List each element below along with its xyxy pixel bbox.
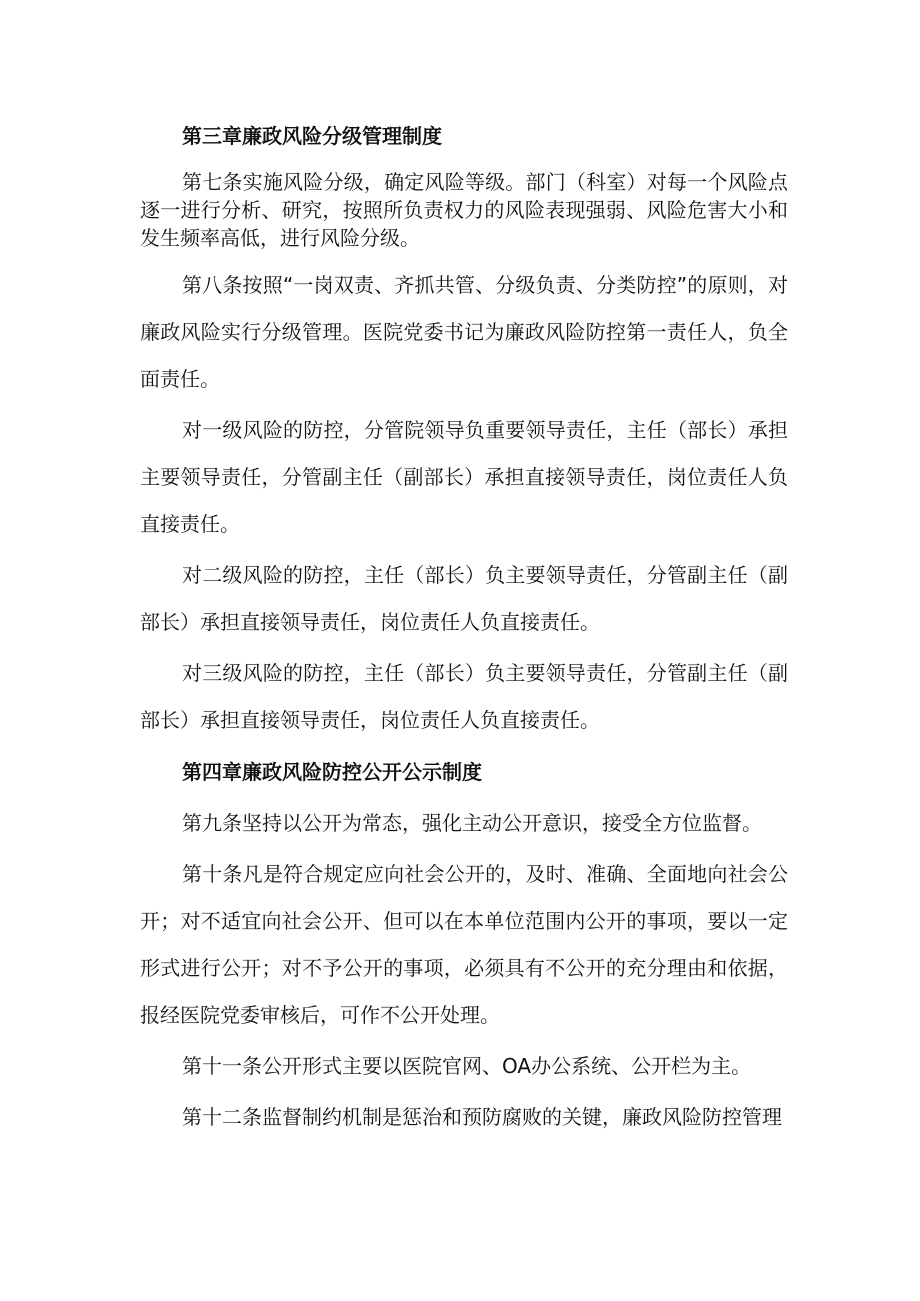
document-body [140,112,788,1145]
level-2-risk-paragraph: 对二级风险的防控，主任（部长）负主要领导责任，分管副主任（副部长）承担直接领导责任，岗位责任人负直接责任。 [140,563,788,634]
article-7-paragraph: 第七条实施风险分级，确定风险等级。部门（科室）对每一个风险点逐一进行分析、研究，按照所负责权力的风险表现强弱、风险危害大小和发生频率高低，进行风险分级。 [140,170,788,250]
article-8-paragraph: 第八条按照“一岗双责、齐抓共管、分级负责、分类防控”的原则，对廉政风险实行分级管理。医院党委书记为廉政风险防控第一责任人，负全面责任。 [140,273,788,391]
level-1-risk-paragraph: 对一级风险的防控，分管院领导负重要领导责任，主任（部长）承担主要领导责任，分管副主任（副部长）承担直接领导责任，岗位责任人负直接责任。 [140,418,788,536]
chapter-3-heading: 第三章廉政风险分级管理制度 [182,124,442,148]
chapter-4-heading: 第四章廉政风险防控公开公示制度 [182,760,482,784]
article-10-paragraph: 第十条凡是符合规定应向社会公开的，及时、准确、全面地向社会公开；对不适宜向社会公开、但可以在本单位范围内公开的事项，要以一定形式进行公开；对不予公开的事项，必须具有不公开的充分理由和依据，报经医院党委审核后，可作不公开处理。 [140,862,788,1027]
article-11-paragraph: 第十一条公开形式主要以医院官网、OA办公系统、公开栏为主。 [182,1054,752,1078]
level-3-risk-paragraph: 对三级风险的防控，主任（部长）负主要领导责任，分管副主任（副部长）承担直接领导责任，岗位责任人负直接责任。 [140,661,788,732]
article-9-paragraph: 第九条坚持以公开为常态，强化主动公开意识，接受全方位监督。 [182,811,762,835]
article-12-paragraph: 第十二条监督制约机制是惩治和预防腐败的关键，廉政风险防控管理 [182,1105,782,1129]
